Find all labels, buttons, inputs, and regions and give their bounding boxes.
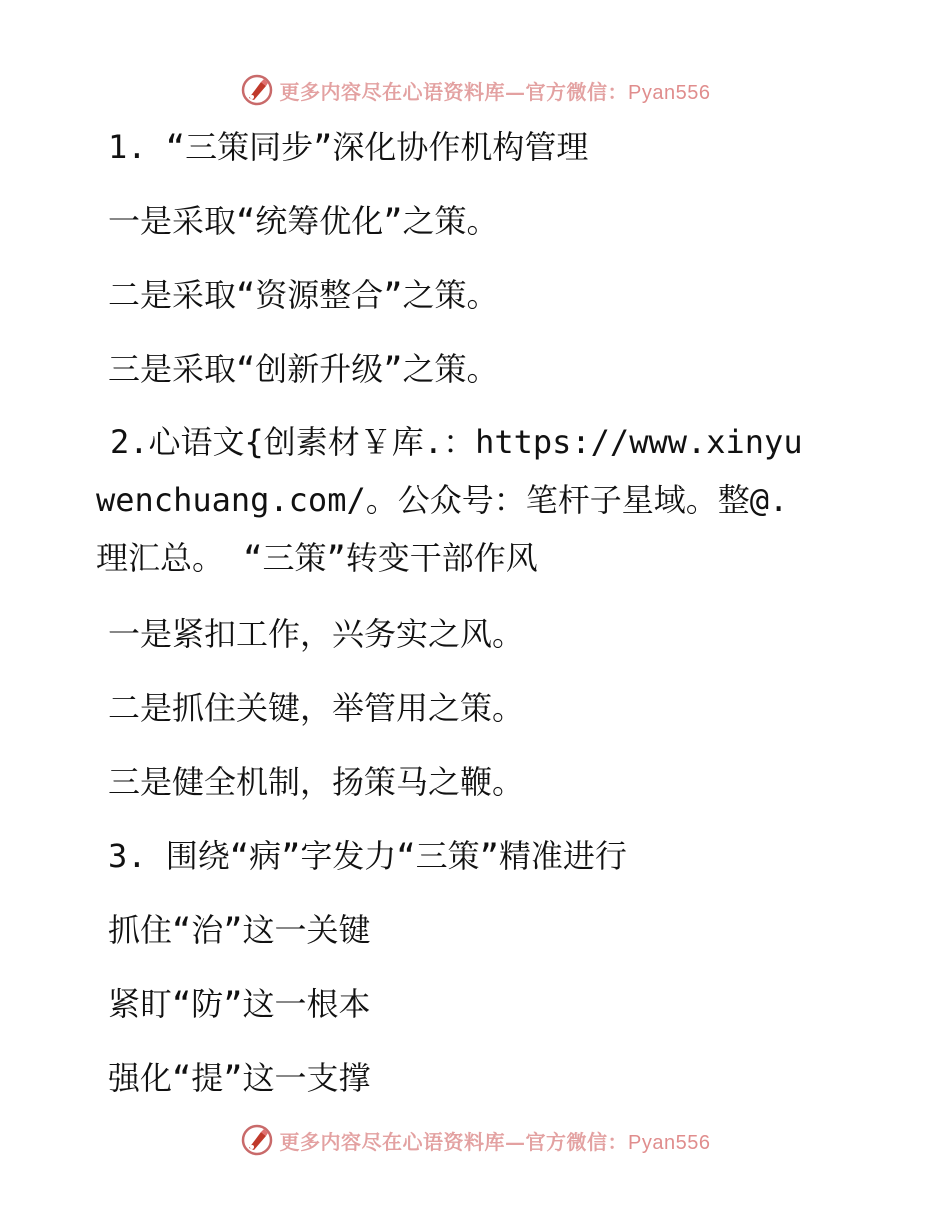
list-item: 抓住“治”这一关键 — [108, 911, 371, 949]
heading-3: 3. 围绕“病”字发力“三策”精准进行 — [108, 837, 627, 875]
list-item: 二是抓住关键，举管用之策。 — [108, 689, 525, 727]
list-item: 三是健全机制，扬策马之鞭。 — [108, 763, 525, 801]
list-item: 紧盯“防”这一根本 — [108, 985, 371, 1023]
list-item: 强化“提”这一支撑 — [108, 1059, 371, 1097]
footer-watermark-banner — [0, 1120, 950, 1160]
list-item: 三是采取“创新升级”之策。 — [108, 350, 499, 388]
watermark-text: 更多内容尽在心语资料库—官方微信：Pyan556 — [279, 79, 711, 104]
wechat-id: Pyan556 — [628, 1131, 711, 1154]
list-item: 二是采取“资源整合”之策。 — [108, 276, 499, 314]
heading-2-paragraph: 2.心语文{创素材￥库.：https://www.xinyuwenchuang.com/。公众号：笔杆子星域。整@.理汇总。 “三策”转变干部作风 — [96, 423, 803, 577]
list-item: 一是采取“统筹优化”之策。 — [108, 202, 499, 240]
heading-1: 1. “三策同步”深化协作机构管理 — [108, 128, 589, 166]
watermark-text: 更多内容尽在心语资料库—官方微信：Pyan556 — [279, 1129, 711, 1154]
wechat-id: Pyan556 — [628, 81, 711, 104]
list-item: 一是紧扣工作，兴务实之风。 — [108, 615, 525, 653]
pen-nib-logo-icon — [240, 1123, 274, 1157]
